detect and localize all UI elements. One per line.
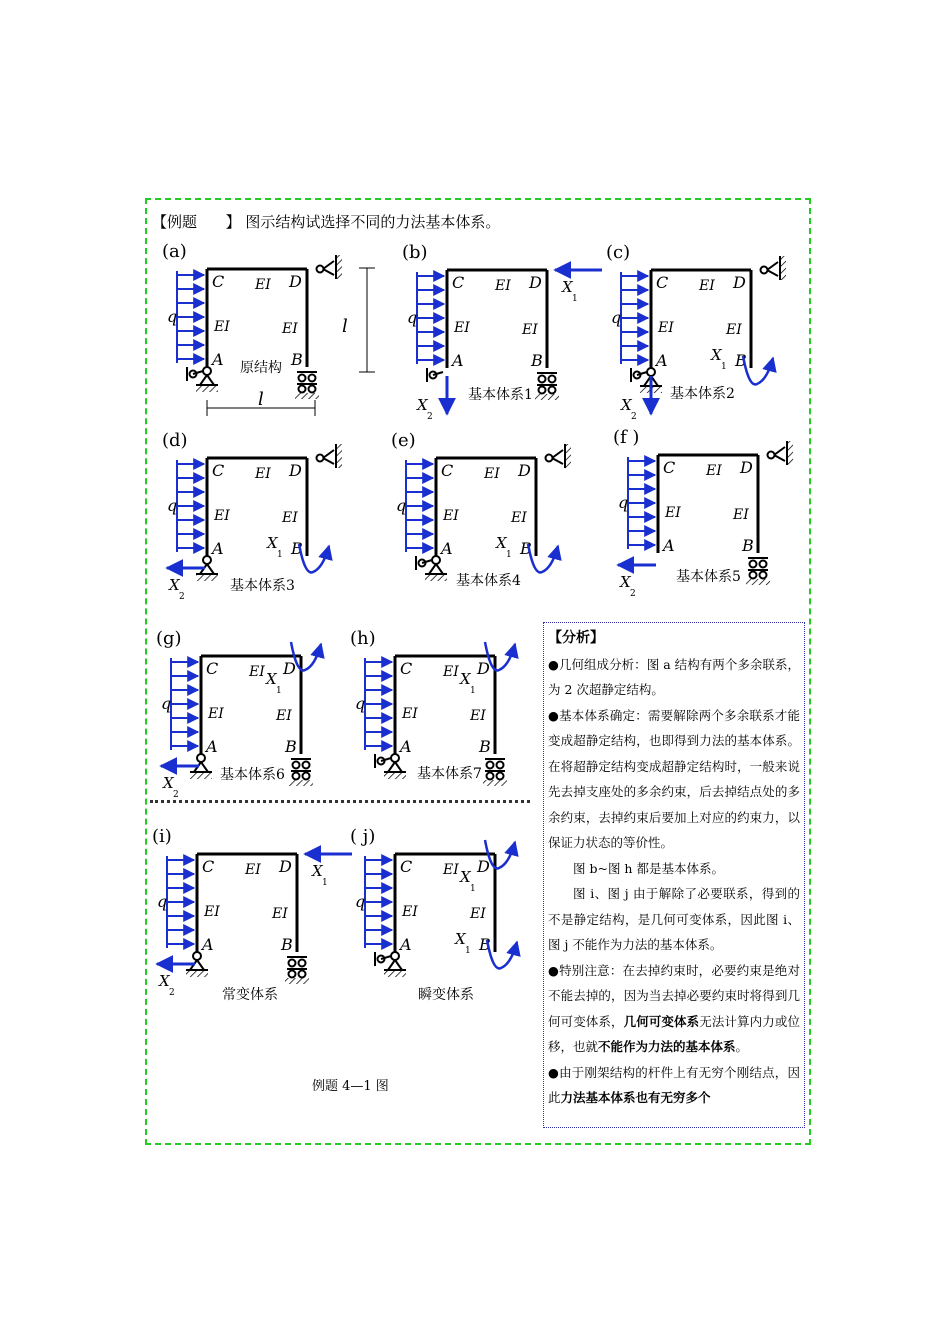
panel-i-label-ei-left: EI bbox=[204, 904, 220, 920]
panel-c-label-d: D bbox=[733, 273, 746, 292]
panel-j-label-ei-beam: EI bbox=[443, 862, 459, 878]
panel-i-support-b-r2 bbox=[299, 960, 306, 967]
panel-a-support-a-leg-r bbox=[207, 375, 214, 385]
panel-j-x1-x: X bbox=[455, 930, 466, 948]
panel-h-support-b-r4 bbox=[497, 773, 504, 780]
panel-a-label-ei-right: EI bbox=[282, 321, 298, 337]
panel-a-support-b-r2 bbox=[309, 375, 316, 382]
panel-a-support-b-r3 bbox=[299, 386, 306, 393]
panel-g-x2-x: X bbox=[163, 774, 174, 792]
panel-c-label-ei-right: EI bbox=[726, 322, 742, 338]
panel-d-load-q-label: q bbox=[167, 496, 178, 515]
panel-f-x2-sub: 2 bbox=[630, 589, 636, 599]
panel-a-label-a: A bbox=[212, 350, 224, 369]
panel-c-x1-x: X bbox=[711, 346, 722, 364]
panel-a-label-d: D bbox=[289, 272, 302, 291]
panel-i-support-b-ground bbox=[285, 978, 309, 984]
panel-d-x1-x: X bbox=[267, 534, 278, 552]
panel-g-support-b-ground bbox=[289, 780, 313, 786]
basic-system-text: 需要解除两个多余联系才能变成超静定结构，也即得到力法的基本体系。在将超静定结构变成超静定结构时，一般来说先去掉支座处的多余约束，后去掉结点处的多余约束，去掉约束后要加上对应的约束力，以保证力状态的等价性。 bbox=[548, 707, 800, 850]
panel-d-support-d-bar1 bbox=[323, 450, 334, 458]
panel-h-label-ei-right: EI bbox=[470, 708, 486, 724]
panel-f-label-c: C bbox=[663, 458, 676, 477]
panel-j-tag: ( j) bbox=[350, 826, 376, 847]
panel-b-label-ei-right: EI bbox=[522, 322, 538, 338]
panel-g-label-c: C bbox=[206, 659, 219, 678]
panel-e-x1-sub: 1 bbox=[506, 550, 512, 560]
panel-g-support-b-r1 bbox=[293, 762, 300, 769]
panel-b-label-c: C bbox=[452, 273, 465, 292]
panel-i-support-b-r1 bbox=[289, 960, 296, 967]
panel-f-label-d: D bbox=[740, 458, 753, 477]
panel-f-support-d-pin bbox=[768, 452, 775, 459]
panel-f-support-b-ground bbox=[746, 579, 770, 585]
panel-g-support-b-r2 bbox=[303, 762, 310, 769]
panel-e-support-a-leg-l bbox=[429, 564, 436, 574]
panel-d-name: 基本体系3 bbox=[230, 578, 295, 594]
panel-e-label-ei-left: EI bbox=[443, 508, 459, 524]
panel-h bbox=[350, 628, 515, 786]
panel-h-load-q-label: q bbox=[355, 694, 366, 713]
panel-c-x1-b-moment bbox=[743, 356, 773, 384]
panel-f-load-q-label: q bbox=[618, 493, 629, 512]
panel-c-label-b: B bbox=[735, 351, 747, 370]
panel-a-support-b-ground bbox=[295, 393, 319, 399]
panel-g-support-a-ground bbox=[190, 772, 212, 779]
panel-j-x1-sub: 1 bbox=[465, 946, 471, 956]
panel-d-label-b: B bbox=[291, 539, 303, 558]
panel-g-label-ei-beam: EI bbox=[249, 664, 265, 680]
panel-b-support-b-r4 bbox=[549, 387, 556, 394]
note-text-2: 无法计算内力或位移，也就 bbox=[548, 1013, 800, 1054]
panel-c-support-d-hatch bbox=[780, 256, 786, 280]
section-divider bbox=[150, 800, 530, 803]
panel-e-name: 基本体系4 bbox=[456, 573, 521, 589]
panel-b-load-q-label: q bbox=[407, 308, 418, 327]
panel-d-label-ei-right: EI bbox=[282, 510, 298, 526]
panel-d-label-d: D bbox=[289, 461, 302, 480]
panel-b-label-d: D bbox=[529, 273, 542, 292]
panel-g-tag: (g) bbox=[156, 628, 182, 649]
panel-e bbox=[391, 430, 571, 589]
panel-h-x1-x: X bbox=[460, 670, 471, 688]
panel-e-load-q-label: q bbox=[396, 496, 407, 515]
panel-f-label-b: B bbox=[742, 536, 754, 555]
panel-f bbox=[613, 427, 793, 599]
panel-j bbox=[350, 826, 517, 1003]
panel-h-support-b-r3 bbox=[487, 773, 494, 780]
panel-j-label-c: C bbox=[400, 857, 413, 876]
panel-f-support-b-r4 bbox=[760, 572, 767, 579]
analysis-infinite bbox=[548, 1060, 800, 1111]
panel-e-label-c: C bbox=[441, 461, 454, 480]
panel-a-label-b: B bbox=[291, 350, 303, 369]
panel-f-tag: (f ) bbox=[613, 427, 640, 448]
panel-f-label-ei-left: EI bbox=[665, 505, 681, 521]
panel-b-x2-x: X bbox=[417, 396, 428, 414]
panel-h-label-c: C bbox=[400, 659, 413, 678]
panel-h-name: 基本体系7 bbox=[417, 766, 482, 782]
panel-j-label-ei-right: EI bbox=[470, 906, 486, 922]
panel-a-load-q-label: q bbox=[167, 307, 178, 326]
panel-h-label-d: D bbox=[477, 659, 490, 678]
panel-c-load-q-label: q bbox=[611, 308, 622, 327]
panel-b-support-b-ground bbox=[535, 394, 559, 400]
panel-i-support-a-pin bbox=[193, 952, 201, 960]
panel-c-support-d-bar1 bbox=[767, 262, 778, 270]
panel-e-support-d-bar2 bbox=[552, 458, 563, 464]
panel-h-label-a: A bbox=[400, 737, 412, 756]
panel-h-support-b-r2 bbox=[497, 762, 504, 769]
panel-d-support-d-pin bbox=[317, 455, 324, 462]
panel-d-label-a: A bbox=[212, 539, 224, 558]
panel-j-name: 瞬变体系 bbox=[418, 987, 474, 1003]
figure-caption: 例题 4—1 图 bbox=[312, 1079, 389, 1094]
panel-f-support-d-bar1 bbox=[774, 447, 785, 455]
panel-c bbox=[606, 242, 786, 422]
analysis-b-to-h: 图 b~图 h 都是基本体系。 bbox=[573, 860, 724, 876]
panel-i-x1-x: X bbox=[312, 862, 323, 880]
geometry-label: ●几何组成分析： bbox=[548, 656, 647, 672]
panel-j-support-a-pin bbox=[391, 952, 399, 960]
panel-f-label-a: A bbox=[663, 536, 675, 555]
panel-g-label-ei-left: EI bbox=[208, 706, 224, 722]
panel-b-x1-sub: 1 bbox=[572, 294, 578, 304]
panel-g-label-d: D bbox=[283, 659, 296, 678]
panel-j-x1-x: X bbox=[460, 868, 471, 886]
panel-i-tag: (i) bbox=[152, 826, 172, 847]
panel-e-support-a-leg-r bbox=[436, 564, 443, 574]
panel-a-support-b-r4 bbox=[309, 386, 316, 393]
panel-h-support-a-leg-r bbox=[395, 762, 402, 772]
panel-b-label-a: A bbox=[452, 351, 464, 370]
panel-i-label-a: A bbox=[202, 935, 214, 954]
panel-b-support-b-r3 bbox=[539, 387, 546, 394]
panel-a-support-d-pin bbox=[317, 266, 324, 273]
panel-a-support-a-leg-l bbox=[200, 375, 207, 385]
panel-d-x2-x: X bbox=[169, 576, 180, 594]
panel-h-tag: (h) bbox=[350, 628, 376, 649]
panel-d-support-a-pin bbox=[203, 556, 211, 564]
panel-c-name: 基本体系2 bbox=[670, 386, 735, 402]
panel-e-support-a-pin bbox=[432, 556, 440, 564]
panel-g-support-b-r4 bbox=[303, 773, 310, 780]
panel-a-support-b-r1 bbox=[299, 375, 306, 382]
panel-i-name: 常变体系 bbox=[222, 987, 278, 1003]
panel-d-label-c: C bbox=[212, 461, 225, 480]
panel-a-name: 原结构 bbox=[240, 360, 282, 376]
panel-c-label-a: A bbox=[656, 351, 668, 370]
panel-a-support-d-bar2 bbox=[323, 269, 334, 275]
panel-d-support-a-ground bbox=[196, 574, 218, 581]
panel-f-support-b-r3 bbox=[750, 572, 757, 579]
analysis-note bbox=[548, 958, 800, 1060]
analysis-geometry bbox=[548, 652, 800, 703]
panel-h-x1-sub: 1 bbox=[470, 686, 476, 696]
panel-i-x1-sub: 1 bbox=[322, 878, 328, 888]
panel-i-support-b-r3 bbox=[289, 971, 296, 978]
panel-i-label-ei-right: EI bbox=[272, 906, 288, 922]
infinite-text: ●由于刚架结构的杆件上有无穷个刚结点，因此 bbox=[548, 1064, 800, 1105]
panel-g-name: 基本体系6 bbox=[220, 767, 285, 783]
panel-f-support-b-r2 bbox=[760, 561, 767, 568]
panel-e-label-ei-right: EI bbox=[511, 510, 527, 526]
basic-system-label: ●基本体系确定： bbox=[548, 707, 648, 723]
note-label: ●特别注意： bbox=[548, 962, 623, 978]
panel-e-tag: (e) bbox=[391, 430, 416, 451]
panel-b-tag: (b) bbox=[402, 242, 428, 263]
panel-a-tag: (a) bbox=[162, 241, 187, 262]
panel-g-label-a: A bbox=[206, 737, 218, 756]
panel-c-x1-sub: 1 bbox=[721, 362, 727, 372]
panel-i-label-c: C bbox=[202, 857, 215, 876]
panel-d-x1-b-moment bbox=[299, 544, 329, 572]
panel-i-support-a-leg-r bbox=[197, 960, 204, 970]
panel-a-dim-v-label: l bbox=[342, 316, 348, 337]
panel-e-label-a: A bbox=[441, 539, 453, 558]
panel-h-label-b: B bbox=[479, 737, 491, 756]
panel-g-x2-sub: 2 bbox=[173, 790, 179, 800]
panel-e-x1-x: X bbox=[496, 534, 507, 552]
analysis-basic-system bbox=[548, 703, 800, 856]
panel-b-support-b-r1 bbox=[539, 376, 546, 383]
panel-c-tag: (c) bbox=[606, 242, 631, 263]
panel-j-support-a-leg-l bbox=[388, 960, 395, 970]
panel-a-label-ei-beam: EI bbox=[255, 277, 271, 293]
panel-a-support-a-pin bbox=[203, 367, 211, 375]
panel-h-support-b-r1 bbox=[487, 762, 494, 769]
panel-e-support-d-bar1 bbox=[552, 450, 563, 458]
panel-c-label-c: C bbox=[656, 273, 669, 292]
panel-b-label-b: B bbox=[531, 351, 543, 370]
note-bold-1: 几何可变体系 bbox=[623, 1013, 700, 1029]
panel-i-x2-sub: 2 bbox=[169, 988, 175, 998]
panel-i-support-a-ground bbox=[186, 970, 208, 977]
panel-j-label-a: A bbox=[400, 935, 412, 954]
panel-b-x1-x: X bbox=[562, 278, 573, 296]
panel-f-label-ei-right: EI bbox=[733, 507, 749, 523]
panel-f-name: 基本体系5 bbox=[676, 569, 741, 585]
panel-j-x1-sub: 1 bbox=[470, 884, 476, 894]
panel-d-support-d-bar2 bbox=[323, 458, 334, 464]
panel-i-label-b: B bbox=[281, 935, 293, 954]
panel-h-support-a-leg-l bbox=[388, 762, 395, 772]
panel-g-label-b: B bbox=[285, 737, 297, 756]
panel-a-support-d-bar1 bbox=[323, 261, 334, 269]
panel-f-support-b-r1 bbox=[750, 561, 757, 568]
panel-a-dim-h-label: l bbox=[258, 389, 264, 410]
note-bold-2: 不能作为力法的基本体系 bbox=[598, 1039, 736, 1054]
panel-c-label-ei-beam: EI bbox=[699, 278, 715, 294]
panel-a-support-a-ground bbox=[196, 385, 218, 392]
panel-h-support-a-ground bbox=[384, 772, 406, 779]
panel-e-support-d-pin bbox=[546, 455, 553, 462]
panel-e-label-d: D bbox=[518, 461, 531, 480]
panel-d-x2-sub: 2 bbox=[179, 592, 185, 602]
panel-i-support-b-r4 bbox=[299, 971, 306, 978]
panel-a-support-d-hatch bbox=[336, 255, 342, 279]
panel-g-x1-x: X bbox=[266, 670, 277, 688]
panel-j-load-q-label: q bbox=[355, 892, 366, 911]
panel-f-x2-x: X bbox=[620, 573, 631, 591]
panel-f-support-d-hatch bbox=[787, 441, 793, 465]
panel-e-x1-b-moment bbox=[528, 544, 558, 572]
panel-j-label-b: B bbox=[479, 935, 491, 954]
panel-c-x2-x: X bbox=[621, 396, 632, 414]
panel-e-support-d-hatch bbox=[565, 444, 571, 468]
panel-b-label-ei-beam: EI bbox=[495, 278, 511, 294]
panel-h-label-ei-left: EI bbox=[402, 706, 418, 722]
panel-b bbox=[402, 242, 602, 422]
panel-i-load-q-label: q bbox=[157, 892, 168, 911]
panel-d-label-ei-beam: EI bbox=[255, 466, 271, 482]
panel-c-support-d-bar2 bbox=[767, 270, 778, 276]
panel-g-label-ei-right: EI bbox=[276, 708, 292, 724]
panel-e-label-ei-beam: EI bbox=[484, 466, 500, 482]
panel-a-label-c: C bbox=[212, 272, 225, 291]
panel-d bbox=[162, 430, 342, 602]
panel-c-x2-sub: 2 bbox=[631, 412, 637, 422]
panel-f-support-d-bar2 bbox=[774, 455, 785, 461]
panel-h-label-ei-beam: EI bbox=[443, 664, 459, 680]
panel-c-label-ei-left: EI bbox=[658, 320, 674, 336]
panel-g-x1-sub: 1 bbox=[276, 686, 282, 696]
panel-g bbox=[156, 628, 321, 800]
panel-i-label-d: D bbox=[279, 857, 292, 876]
panel-d-support-d-hatch bbox=[336, 444, 342, 468]
panel-b-name: 基本体系1 bbox=[468, 387, 533, 403]
geometry-text: 图 a 结构有两个多余联系，为 2 次超静定结构。 bbox=[548, 656, 800, 697]
panel-i-x2-x: X bbox=[159, 972, 170, 990]
panel-g-support-b-r3 bbox=[293, 773, 300, 780]
infinite-bold: 力法基本体系也有无穷多个 bbox=[560, 1090, 711, 1105]
panel-c-support-a-pin bbox=[647, 368, 655, 376]
panel-d-tag: (d) bbox=[162, 430, 188, 451]
analysis-i-j: 图 i、图 j 由于解除了必要联系，得到的不是静定结构，是几何可变体系，因此图 i、图 j 不能作为力法的基本体系。 bbox=[548, 886, 800, 952]
panel-i-label-ei-beam: EI bbox=[245, 862, 261, 878]
panel-j-label-ei-left: EI bbox=[402, 904, 418, 920]
panel-j-support-a-ground bbox=[384, 970, 406, 977]
panel-g-support-a-leg-r bbox=[201, 762, 208, 772]
panel-i bbox=[152, 826, 352, 1003]
panel-a bbox=[162, 241, 375, 416]
analysis-title: 【分析】 bbox=[548, 630, 604, 646]
panel-j-support-a-leg-r bbox=[395, 960, 402, 970]
panel-d-label-ei-left: EI bbox=[214, 508, 230, 524]
panel-b-label-ei-left: EI bbox=[454, 320, 470, 336]
panel-d-x1-sub: 1 bbox=[277, 550, 283, 560]
panel-g-load-q-label: q bbox=[161, 694, 172, 713]
panel-h-support-b-ground bbox=[483, 780, 507, 786]
panel-c-support-d-pin bbox=[761, 267, 768, 274]
panel-j-label-d: D bbox=[477, 857, 490, 876]
analysis-box bbox=[543, 622, 805, 1128]
note-text-1: 在去掉约束时，必要约束是绝对不能去掉的，因为当去掉必要约束时将得到几何可变体系， bbox=[548, 962, 800, 1029]
panel-b-x2-sub: 2 bbox=[427, 412, 433, 422]
panel-d-support-a-leg-r bbox=[207, 564, 214, 574]
example-heading: 【例题 】 图示结构试选择不同的力法基本体系。 bbox=[152, 213, 501, 231]
note-text-3: 。 bbox=[735, 1039, 749, 1054]
panel-a-label-ei-left: EI bbox=[214, 319, 230, 335]
panel-b-support-b-r2 bbox=[549, 376, 556, 383]
panel-e-support-a-ground bbox=[425, 574, 447, 581]
panel-h-support-a-pin bbox=[391, 754, 399, 762]
panel-j-x1-b-moment bbox=[487, 940, 517, 968]
panel-g-support-a-pin bbox=[197, 754, 205, 762]
panel-f-label-ei-beam: EI bbox=[706, 463, 722, 479]
panel-e-label-b: B bbox=[520, 539, 532, 558]
